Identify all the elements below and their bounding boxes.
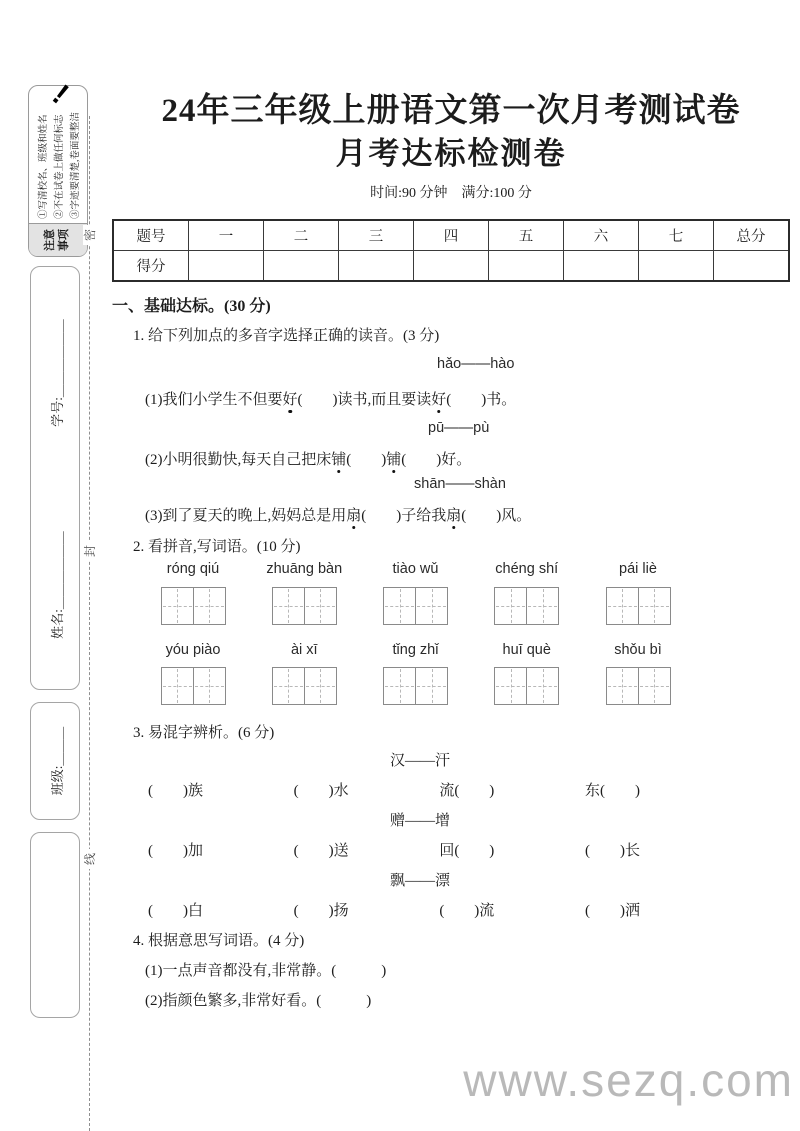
score-header-cell: 题号: [113, 220, 189, 251]
blank-item: ( )扬: [293, 903, 349, 919]
empty-margin-box: [30, 832, 80, 1018]
writing-cell[interactable]: [415, 587, 448, 625]
writing-cell[interactable]: [193, 587, 226, 625]
writing-grid-group: [588, 667, 688, 705]
notice-item: ③字迹要清楚,卷面要整洁: [71, 112, 81, 219]
q1-sentence-1: (1)我们小学生不但要好( )读书,而且要读好( )书。: [145, 392, 517, 408]
emphasized-char: 铺: [386, 452, 402, 468]
writing-cell[interactable]: [383, 587, 416, 625]
notice-item: ②不在试卷上做任何标志: [55, 114, 65, 219]
writing-cell[interactable]: [638, 667, 671, 705]
pinyin-word: ài xī: [290, 642, 318, 658]
pinyin-word: pái liè: [619, 561, 657, 577]
q3-pair-2: 赠——增: [389, 813, 450, 829]
writing-cell[interactable]: [304, 667, 337, 705]
q1-label: 1. 给下列加点的多音字选择正确的读音。(3 分): [133, 328, 440, 344]
score-input-cell[interactable]: [714, 251, 790, 282]
writing-cell[interactable]: [161, 587, 194, 625]
writing-grid-group: [588, 587, 688, 625]
emphasized-char: 扇: [346, 508, 362, 524]
pinyin-word: zhuāng bàn: [266, 561, 343, 577]
writing-cell[interactable]: [415, 667, 448, 705]
student-info-box: [30, 266, 80, 690]
notice-item: ①写清校名、班级和姓名: [39, 114, 49, 219]
pinyin-word: shǒu bì: [614, 642, 662, 658]
writing-cell[interactable]: [383, 667, 416, 705]
writing-cell[interactable]: [161, 667, 194, 705]
writing-cell[interactable]: [304, 587, 337, 625]
blank-item: ( )加: [148, 843, 203, 859]
score-row-label: 得分: [113, 251, 189, 282]
seal-char-mi: 密: [83, 225, 97, 245]
writing-cell[interactable]: [606, 587, 639, 625]
score-header-cell: 七: [639, 220, 714, 251]
writing-grid-group: [254, 587, 354, 625]
pinyin-word: róng qiú: [166, 561, 220, 577]
score-input-cell[interactable]: [264, 251, 339, 282]
pinyin-word: tiào wǔ: [392, 561, 439, 577]
score-table: [112, 219, 790, 282]
score-input-cell[interactable]: [639, 251, 714, 282]
notice-items: [29, 86, 87, 223]
writing-cell[interactable]: [272, 587, 305, 625]
q4-item-1: (1)一点声音都没有,非常静。( ): [145, 963, 387, 979]
writing-cell[interactable]: [638, 587, 671, 625]
writing-grid-group: [366, 587, 466, 625]
seal-line: [89, 116, 90, 1131]
paper-title-line2: 月考达标检测卷: [335, 136, 567, 171]
writing-cell[interactable]: [526, 587, 559, 625]
student-id-field: 学号:＿＿＿＿＿＿: [49, 319, 65, 427]
section-1-heading: 一、基础达标。(30 分): [112, 298, 271, 315]
q3-pair-1: 汉——汗: [389, 753, 450, 769]
writing-cell[interactable]: [606, 667, 639, 705]
seal-char-xian: 线: [83, 849, 97, 869]
notice-box: [28, 85, 88, 257]
pinyin-word: tǐng zhǐ: [392, 642, 439, 658]
score-input-cell[interactable]: [489, 251, 564, 282]
q3-blank-row-3: [148, 899, 640, 920]
writing-cell[interactable]: [494, 667, 527, 705]
q1-sentence-2: (2)小明很勤快,每天自己把床铺( )铺( )好。: [145, 452, 472, 468]
writing-grid-group: [366, 667, 466, 705]
emphasized-char: 铺: [331, 452, 347, 468]
pinyin-row-1: [143, 561, 688, 577]
blank-item: ( )洒: [584, 903, 640, 919]
writing-cell[interactable]: [193, 667, 226, 705]
score-input-cell[interactable]: [564, 251, 639, 282]
score-header-cell: 总分: [714, 220, 790, 251]
score-header-cell: 四: [414, 220, 489, 251]
score-table-header-row: [113, 220, 789, 251]
q2-label: 2. 看拼音,写词语。(10 分): [133, 539, 301, 555]
blank-item: ( )流: [439, 903, 495, 919]
seal-char-feng: 封: [83, 541, 97, 561]
exclamation-icon: !: [46, 78, 75, 111]
writing-grid-group: [477, 667, 577, 705]
score-header-cell: 五: [489, 220, 564, 251]
blank-item: 回( ): [439, 843, 495, 859]
q1-pinyin-shan: shān——shàn: [414, 476, 506, 492]
score-input-cell[interactable]: [414, 251, 489, 282]
blank-item: ( )水: [293, 783, 349, 799]
blank-item: ( )送: [293, 843, 349, 859]
writing-cell[interactable]: [494, 587, 527, 625]
name-field: 姓名:＿＿＿＿＿＿: [49, 531, 65, 639]
writing-grid-group: [254, 667, 354, 705]
blank-item: ( )白: [148, 903, 203, 919]
emphasized-char: 好: [431, 392, 447, 408]
q4-label: 4. 根据意思写词语。(4 分): [133, 933, 305, 949]
writing-grid-group: [143, 667, 243, 705]
blank-item: ( )族: [148, 783, 203, 799]
pinyin-word: chéng shí: [495, 561, 559, 577]
q1-pinyin-hao: hǎo——hào: [437, 356, 515, 372]
writing-grid-row-1: [143, 587, 688, 625]
q3-label: 3. 易混字辨析。(6 分): [133, 725, 275, 741]
notice-label: 注意 事项: [29, 223, 87, 256]
time-score-meta: 时间:90 分钟 满分:100 分: [370, 186, 532, 201]
pinyin-word: yóu piào: [165, 642, 221, 658]
writing-grid-row-2: [143, 667, 688, 705]
watermark: www.sezq.com: [463, 1054, 794, 1106]
score-header-cell: 一: [189, 220, 264, 251]
q4-item-2: (2)指颜色繁多,非常好看。( ): [145, 993, 372, 1009]
notice-box-frame: [28, 85, 88, 257]
pinyin-word: huī què: [502, 642, 551, 658]
score-header-cell: 六: [564, 220, 639, 251]
score-header-cell: 二: [264, 220, 339, 251]
writing-grid-group: [143, 587, 243, 625]
emphasized-char: 好: [282, 392, 298, 408]
writing-grid-group: [477, 587, 577, 625]
blank-item: 东( ): [584, 783, 640, 799]
blank-item: ( )长: [584, 843, 640, 859]
writing-cell[interactable]: [272, 667, 305, 705]
score-header-cell: 三: [339, 220, 414, 251]
score-table-score-row: [113, 251, 789, 282]
score-input-cell[interactable]: [189, 251, 264, 282]
class-info-box: [30, 702, 80, 820]
writing-cell[interactable]: [526, 667, 559, 705]
paper-title-line1: 24年三年级上册语文第一次月考测试卷: [161, 93, 741, 129]
q3-blank-row-2: [148, 839, 640, 860]
class-field: 班级:＿＿＿: [49, 726, 65, 796]
q3-pair-3: 飘——漂: [389, 873, 450, 889]
emphasized-char: 扇: [446, 508, 462, 524]
q3-blank-row-1: [148, 779, 640, 800]
pinyin-row-2: [143, 642, 688, 658]
blank-item: 流( ): [439, 783, 495, 799]
score-input-cell[interactable]: [339, 251, 414, 282]
q1-sentence-3: (3)到了夏天的晚上,妈妈总是用扇( )子给我扇( )风。: [145, 508, 532, 524]
q1-pinyin-pu: pū——pù: [428, 420, 490, 436]
